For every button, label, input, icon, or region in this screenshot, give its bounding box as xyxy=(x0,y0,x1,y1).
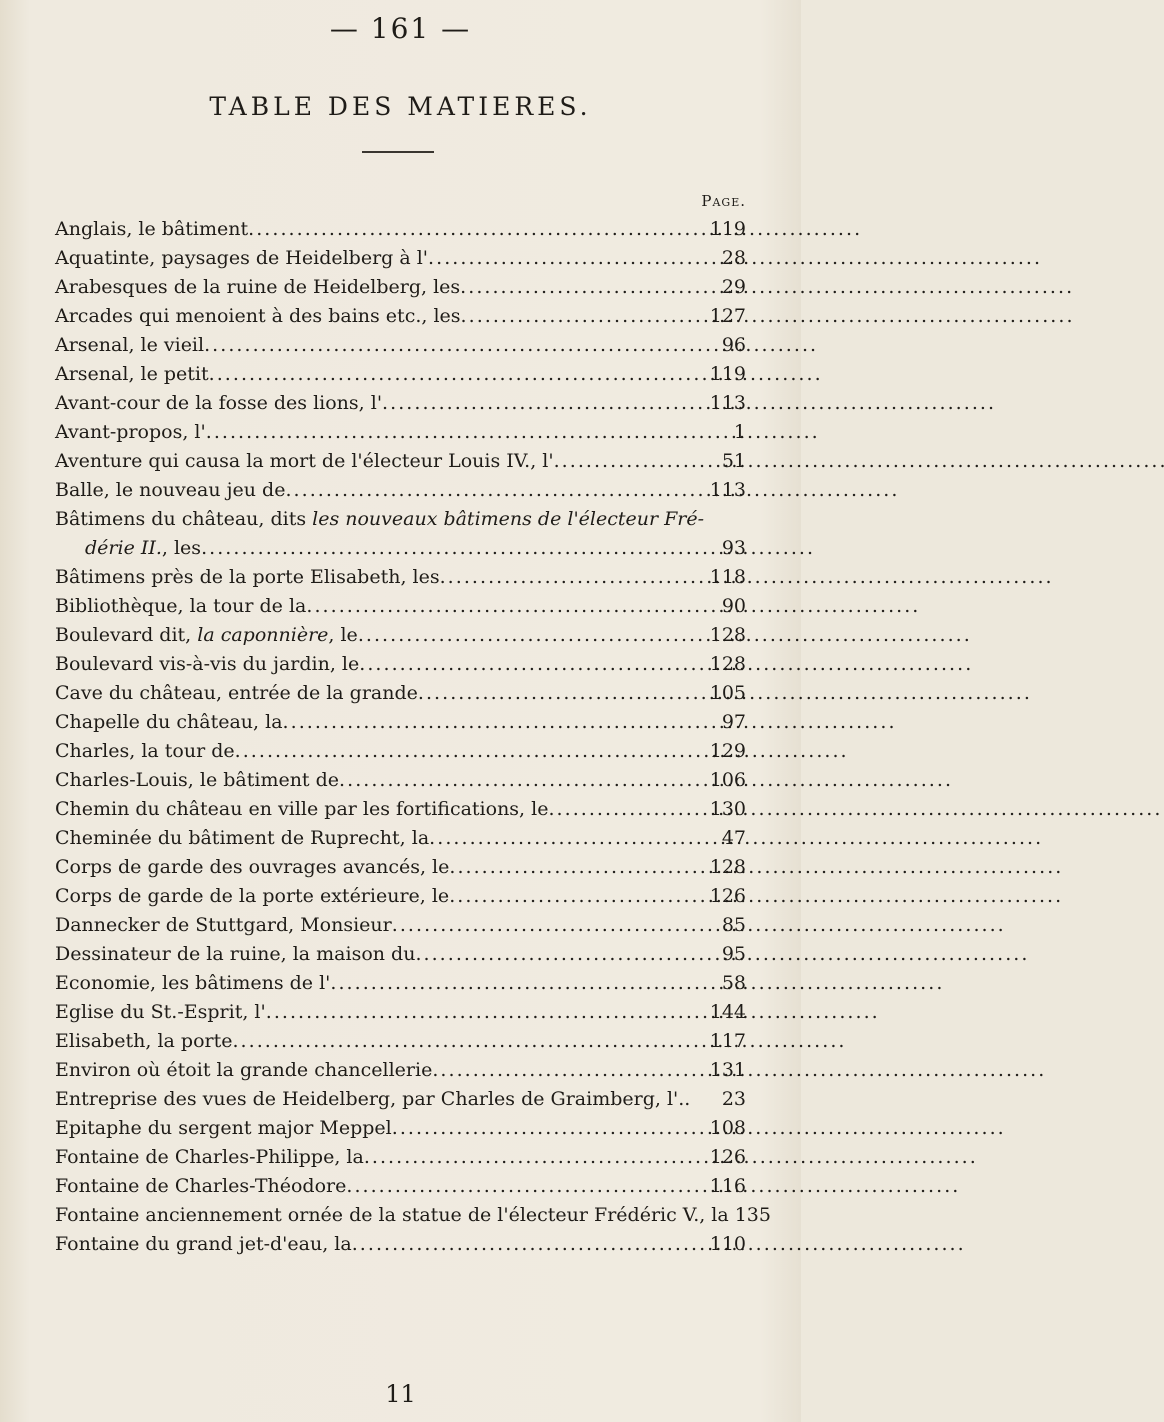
toc-entry-page: 128 xyxy=(709,653,746,675)
toc-entry-text: Economie, les bâtimens de l' xyxy=(55,972,331,994)
toc-entry-italic: les nouveaux bâtimens de l'électeur Fré- xyxy=(312,508,705,530)
toc-entry-text: Arsenal, le petit xyxy=(55,363,209,385)
leader-dots xyxy=(429,824,720,853)
leader-dots xyxy=(428,244,720,273)
toc-entry-page: 90 xyxy=(721,595,746,617)
toc-entry-page: 96 xyxy=(721,334,746,356)
leader-dots xyxy=(418,679,708,708)
leader-dots xyxy=(415,940,719,969)
toc-entry-page: 131 xyxy=(709,1059,746,1081)
toc-entry xyxy=(55,331,746,360)
toc-entry xyxy=(55,505,746,534)
leader-dots xyxy=(392,911,720,940)
toc-entry xyxy=(55,940,746,969)
toc-entry xyxy=(55,824,746,853)
toc-entry-text: Boulevard vis-à-vis du jardin, le xyxy=(55,653,360,675)
toc-entry-page: 105 xyxy=(709,682,746,704)
toc-entry xyxy=(55,244,746,273)
toc-entry-text: Charles-Louis, le bâtiment de xyxy=(55,769,340,791)
toc-entry xyxy=(55,853,746,882)
page-number: — 161 — xyxy=(329,12,472,45)
toc-entry-page: 113 xyxy=(709,479,746,501)
toc-entry xyxy=(55,1114,746,1143)
table-of-contents xyxy=(55,215,771,1259)
leader-dots xyxy=(548,795,707,824)
toc-entry-page: 128 xyxy=(709,624,746,646)
toc-entry-page: 119 xyxy=(709,363,746,385)
toc-entry xyxy=(55,476,746,505)
leader-dots xyxy=(346,1172,707,1201)
leader-dots xyxy=(235,737,708,766)
leader-dots xyxy=(382,389,708,418)
toc-entry xyxy=(55,389,746,418)
toc-entry-text: Charles, la tour de xyxy=(55,740,235,762)
toc-entry-page: 127 xyxy=(709,305,746,327)
toc-entry-text: Corps de garde de la porte extérieure, le xyxy=(55,885,450,907)
toc-entry-page: 144 xyxy=(709,1001,746,1023)
toc-entry xyxy=(55,679,746,708)
leader-dots xyxy=(248,215,708,244)
toc-entry-text: Cave du château, entrée de la grande xyxy=(55,682,418,704)
toc-entry xyxy=(55,1085,746,1114)
toc-entry xyxy=(55,708,746,737)
leader-dots xyxy=(449,853,707,882)
toc-entry-page: 106 xyxy=(709,769,746,791)
toc-entry-text: Anglais, le bâtiment xyxy=(55,218,249,240)
toc-entry xyxy=(55,1172,746,1201)
leader-dots xyxy=(285,476,707,505)
toc-entry xyxy=(55,215,746,244)
leader-dots xyxy=(392,1114,708,1143)
leader-dots xyxy=(364,1143,708,1172)
leader-dots xyxy=(201,534,720,563)
toc-entry-page: 47 xyxy=(721,827,746,849)
toc-entry-text: Arsenal, le vieil xyxy=(55,334,205,356)
leader-dots xyxy=(359,650,707,679)
toc-entry xyxy=(55,1027,746,1056)
toc-entry-text: Cheminée du bâtiment de Ruprecht, la xyxy=(55,827,430,849)
toc-entry-text: Avant-cour de la fosse des lions, l' xyxy=(55,392,383,414)
toc-entry-page: 117 xyxy=(709,1030,746,1052)
toc-entry-text: Fontaine anciennement ornée de la statue de l'électeur Frédéric V., la xyxy=(55,1204,729,1226)
leader-dots xyxy=(554,447,720,476)
toc-entry-page: 51 xyxy=(721,450,746,472)
leader-dots xyxy=(330,969,719,998)
leader-dots xyxy=(306,592,719,621)
toc-entry-italic: la caponnière xyxy=(197,624,329,646)
toc-entry-text: dérie II., les xyxy=(85,537,202,559)
toc-entry-text: Fontaine du grand jet-d'eau, la xyxy=(55,1233,352,1255)
toc-entry-text: Corps de garde des ouvrages avancés, le xyxy=(55,856,450,878)
toc-entry xyxy=(55,1230,746,1259)
toc-entry xyxy=(55,592,746,621)
leader-dots xyxy=(204,331,720,360)
leader-dots xyxy=(339,766,708,795)
leader-dots xyxy=(209,360,708,389)
page-title: TABLE DES MATIERES. xyxy=(209,92,592,121)
toc-entry-text: Epitaphe du sergent major Meppel xyxy=(55,1117,392,1139)
toc-entry-page: 126 xyxy=(709,885,746,907)
toc-entry-page: 23 xyxy=(721,1088,746,1110)
toc-entry-page: 108 xyxy=(709,1117,746,1139)
toc-entry-text: Fontaine de Charles-Théodore xyxy=(55,1175,347,1197)
leader-dots xyxy=(460,273,720,302)
toc-entry xyxy=(55,418,746,447)
toc-entry-page: 130 xyxy=(709,798,746,820)
toc-entry-text: Avant-propos, l' xyxy=(55,421,206,443)
toc-entry-page: 85 xyxy=(721,914,746,936)
toc-entry-page: 28 xyxy=(721,247,746,269)
toc-entry-page: 1 xyxy=(733,421,746,443)
toc-entry-text: Bâtimens près de la porte Elisabeth, les xyxy=(55,566,440,588)
toc-entry xyxy=(55,1201,771,1230)
toc-entry xyxy=(55,795,746,824)
toc-entry-page: 129 xyxy=(709,740,746,762)
toc-entry-text: Fontaine de Charles-Philippe, la xyxy=(55,1146,364,1168)
toc-entry-page: 58 xyxy=(721,972,746,994)
leader-dots xyxy=(283,708,720,737)
leader-dots xyxy=(432,1056,707,1085)
toc-entry xyxy=(55,882,746,911)
leader-dots xyxy=(266,998,708,1027)
leader-dots xyxy=(440,563,708,592)
toc-entry xyxy=(55,998,746,1027)
leader-dots xyxy=(352,1230,708,1259)
toc-entry xyxy=(55,563,746,592)
signature-mark: 11 xyxy=(385,1380,416,1408)
toc-entry-text: Boulevard dit, la caponnière, le xyxy=(55,624,358,646)
toc-entry xyxy=(55,1143,746,1172)
toc-entry-page: 118 xyxy=(709,566,746,588)
toc-entry xyxy=(55,302,746,331)
toc-entry-text: Arcades qui menoient à des bains etc., les xyxy=(55,305,461,327)
toc-entry-page: 116 xyxy=(709,1175,746,1197)
leader-dots xyxy=(358,621,708,650)
toc-entry xyxy=(55,911,746,940)
leader-dots xyxy=(449,882,708,911)
toc-entry-text: Eglise du St.-Esprit, l' xyxy=(55,1001,266,1023)
leader-dots xyxy=(461,302,708,331)
toc-entry-page: 95 xyxy=(721,943,746,965)
toc-entry xyxy=(55,447,746,476)
toc-entry-text: Elisabeth, la porte xyxy=(55,1030,233,1052)
toc-entry-text: Bâtimens du château, dits xyxy=(55,508,313,530)
toc-entry-page: 128 xyxy=(709,856,746,878)
toc-entry-page: 110 xyxy=(709,1233,746,1255)
toc-entry-text: Dessinateur de la ruine, la maison du xyxy=(55,943,416,965)
toc-entry-page: 126 xyxy=(709,1146,746,1168)
toc-entry-text: Entreprise des vues de Heidelberg, par Charles de Graimberg, l'.. xyxy=(55,1088,691,1110)
leader-dots xyxy=(232,1027,707,1056)
toc-entry xyxy=(55,1056,746,1085)
toc-entry xyxy=(55,650,746,679)
toc-entry-text: Bibliothèque, la tour de la xyxy=(55,595,307,617)
toc-entry xyxy=(55,737,746,766)
page-column-heading: Page. xyxy=(701,192,746,210)
toc-entry-text: Balle, le nouveau jeu de xyxy=(55,479,286,501)
leader-dots xyxy=(206,418,732,447)
toc-entry-text: Arabesques de la ruine de Heidelberg, les xyxy=(55,276,461,298)
toc-entry-text: Aventure qui causa la mort de l'électeur Louis IV., l' xyxy=(55,450,554,472)
toc-entry-page: 93 xyxy=(721,537,746,559)
toc-entry-text: Chapelle du château, la xyxy=(55,711,283,733)
toc-entry xyxy=(55,969,746,998)
toc-entry-text: Environ où étoit la grande chancellerie xyxy=(55,1059,433,1081)
toc-entry-page: 29 xyxy=(721,276,746,298)
toc-entry xyxy=(55,360,746,389)
toc-entry-page: 135 xyxy=(734,1204,771,1226)
toc-entry-page: 113 xyxy=(709,392,746,414)
toc-entry-text: Chemin du château en ville par les fortifications, le xyxy=(55,798,549,820)
toc-entry-text: Aquatinte, paysages de Heidelberg à l' xyxy=(55,247,429,269)
title-divider xyxy=(362,151,434,153)
toc-entry xyxy=(55,621,746,650)
toc-entry-continuation xyxy=(55,534,746,563)
toc-entry xyxy=(55,273,746,302)
toc-entry xyxy=(55,766,746,795)
toc-entry-text: Dannecker de Stuttgard, Monsieur xyxy=(55,914,392,936)
toc-entry-page: 119 xyxy=(709,218,746,240)
toc-entry-page: 97 xyxy=(721,711,746,733)
